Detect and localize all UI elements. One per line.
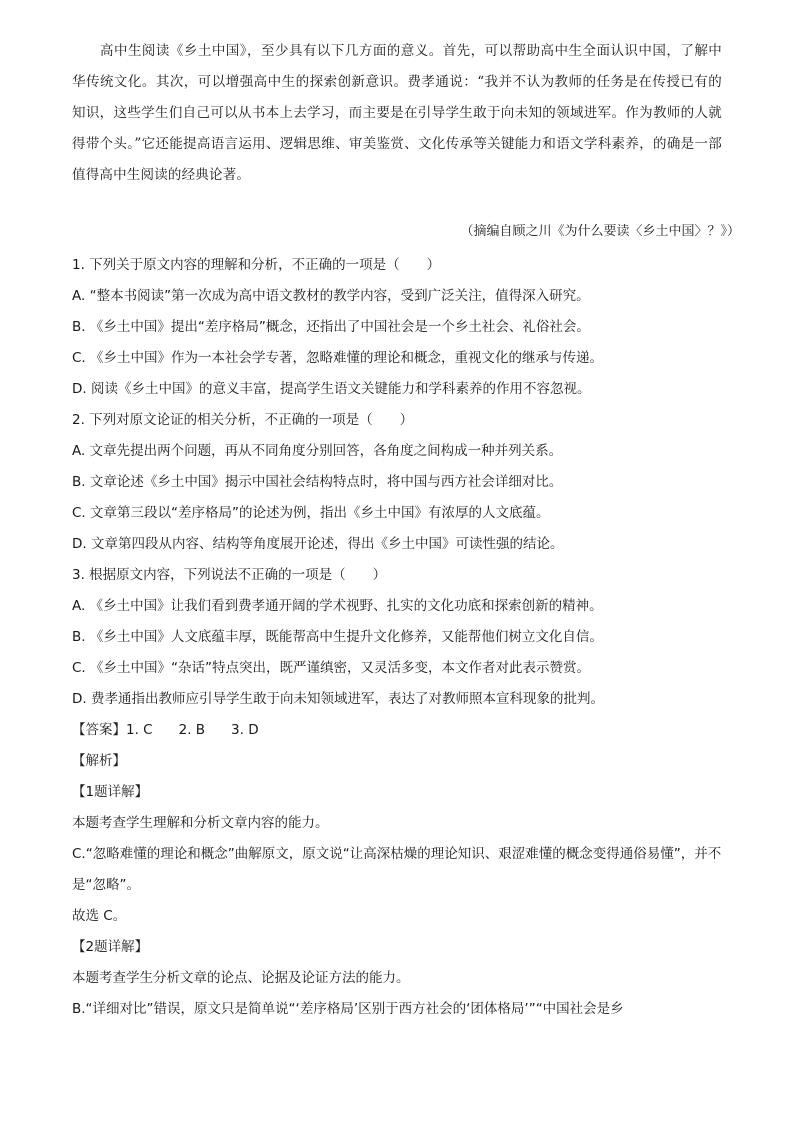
question-1-option-b: B. 《乡土中国》提出“差序格局”概念，还指出了中国社会是一个乡土社会、礼俗社会。 xyxy=(72,319,590,335)
question-2-stem: 2. 下列对原文论证的相关分析，不正确的一项是（ ） xyxy=(72,412,414,428)
question-2-option-c: C. 文章第三段以“差序格局”的论述为例，指出《乡土中国》有浓厚的人文底蕴。 xyxy=(72,505,550,521)
question-3-option-a: A. 《乡土中国》让我们看到费孝通开阔的学术视野、扎实的文化功底和探索创新的精神。 xyxy=(72,598,603,614)
question-2-option-d: D. 文章第四段从内容、结构等角度展开论述，得出《乡土中国》可读性强的结论。 xyxy=(72,536,564,552)
detail-1-explanation: C.“忽略难懂的理论和概念”曲解原文，原文说“让高深枯燥的理论知识、艰涩难懂的概念变得通俗易懂”，并不是“忽略”。 xyxy=(72,846,722,893)
analysis-label: 【解析】 xyxy=(72,753,126,769)
answer-1: 1. C xyxy=(126,722,153,738)
detail-2-explanation: B.“详细对比”错误，原文只是简单说“‘差序格局’区别于西方社会的‘团体格局’”“中国社会是乡 xyxy=(72,1001,624,1017)
detail-2-label: 【2题详解】 xyxy=(72,939,149,955)
answer-3: 3. D xyxy=(231,722,259,738)
detail-2-intro: 本题考查学生分析文章的论点、论据及论证方法的能力。 xyxy=(72,970,410,986)
detail-1-intro: 本题考查学生理解和分析文章内容的能力。 xyxy=(72,815,329,831)
question-3-option-d: D. 费孝通指出教师应引导学生敢于向未知领域进军，表达了对教师照本宣科现象的批判。 xyxy=(72,691,604,707)
passage-source: （摘编自顾之川《为什么要读〈乡土中国〉？》） xyxy=(460,224,740,239)
question-1-option-c: C. 《乡土中国》作为一本社会学专著，忽略难懂的理论和概念，重视文化的继承与传递。 xyxy=(72,350,604,366)
question-1-option-a: A. “整本书阅读”第一次成为高中语文教材的教学内容，受到广泛关注，值得深入研究。 xyxy=(72,288,590,304)
question-3-option-b: B. 《乡土中国》人文底蕴丰厚，既能帮高中生提升文化修养，又能帮他们树立文化自信。 xyxy=(72,629,603,645)
passage-paragraph: 高中生阅读《乡土中国》，至少具有以下几方面的意义。首先，可以帮助高中生全面认识中国，了解中华传统文化。其次，可以增强高中生的探索创新意识。费孝通说：“我并不认为教师的任务是在传授已有的知识，这些学生们自己可以从书本上去学习，而主要是在引导学生敢于向未知的领域进军。作为教师的人就得带个头。”它还能提高语言运用、逻辑思维、审美鉴赏、文化传承等关键能力和语文学科素养，的确是一部值得高中生阅读的经典论著。 xyxy=(72,43,722,183)
question-3-option-c: C. 《乡土中国》“杂话”特点突出，既严谨缜密，又灵活多变，本文作者对此表示赞赏。 xyxy=(72,660,590,676)
answer-line xyxy=(72,715,732,746)
question-1-option-d: D. 阅读《乡土中国》的意义丰富，提高学生语文关键能力和学科素养的作用不容忽视。 xyxy=(72,381,591,397)
reading-passage xyxy=(72,36,722,191)
answer-label: 【答案】 xyxy=(72,722,126,738)
detail-1-label: 【1题详解】 xyxy=(72,784,149,800)
detail-1-conclusion: 故选 C。 xyxy=(72,908,127,924)
answer-2: 2. B xyxy=(178,722,206,738)
question-2-option-b: B. 文章论述《乡土中国》揭示中国社会结构特点时，将中国与西方社会详细对比。 xyxy=(72,474,563,490)
question-section xyxy=(72,250,732,1025)
question-1-stem: 1. 下列关于原文内容的理解和分析，不正确的一项是（ ） xyxy=(72,257,441,273)
question-3-stem: 3. 根据原文内容，下列说法不正确的一项是（ ） xyxy=(72,567,387,583)
question-2-option-a: A. 文章先提出两个问题，再从不同角度分别回答，各角度之间构成一种并列关系。 xyxy=(72,443,563,459)
